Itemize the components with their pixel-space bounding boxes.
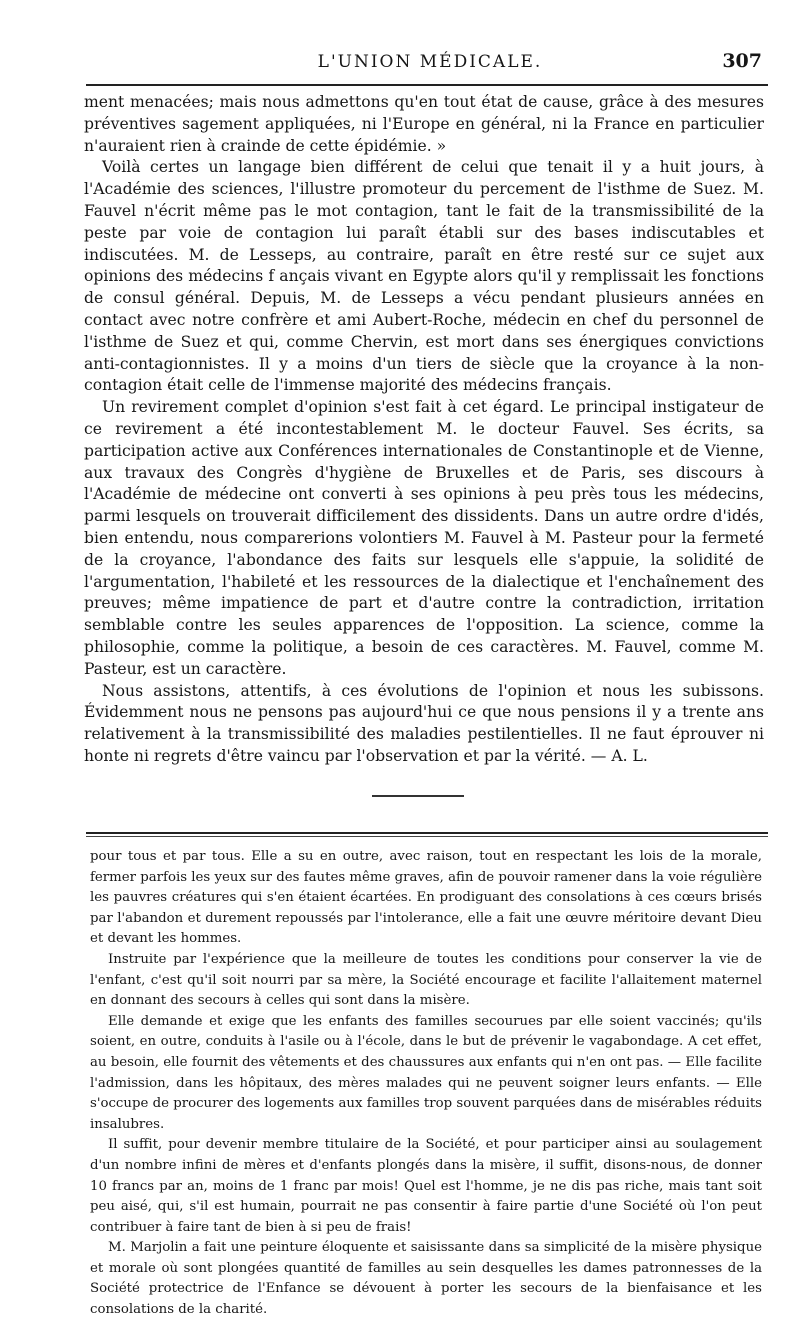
page-number: 307 (722, 50, 762, 72)
feuilleton-rule (86, 832, 768, 834)
feuilleton-paragraph: Il suffit, pour devenir membre titulaire de la Société, et pour participer ainsi au soulagement d'un nombre infini de mères et d'enfants plongés dans la misère, il suffit, disons-nous, de donner 10 francs par an, moins de 1 franc par mois! Quel est l'homme, je ne dis pas riche, mais tant soit peu aisé, qui, s'il est humain, pourrait ne pas consentir à faire partie d'une Société où l'on peut contribuer à faire tant de bien à si peu de frais! (90, 1137, 762, 1235)
main-paragraph: Nous assistons, attentifs, à ces évolutions de l'opinion et nous les subissons. Évidemment nous ne pensons pas aujourd'hui ce que nous pensions il y a trente ans relativement à la transmissibilité des maladies pestilentielles. Il ne faut éprouver ni honte ni regrets d'être vaincu par l'observation et par la vérité. — A. L. (84, 681, 764, 765)
feuilleton-paragraph: Instruite par l'expérience que la meilleure de toutes les conditions pour conserver la vie de l'enfant, c'est qu'il soit nourri par sa mère, la Société encourage et facilite l'allaitement maternel en donnant des secours à celles qui sont dans la misère. (90, 951, 762, 1009)
main-paragraph: Un revirement complet d'opinion s'est fait à cet égard. Le principal instigateur de ce revirement a été incontestablement M. le docteur Fauvel. Ses écrits, sa participation active aux Conférences internationales de Constantinople et de Vienne, aux travaux des Congrès d'hygiène de Bruxelles et de Paris, ses discours à l'Académie de médecine ont converti à ses opinions à peu près tous les médecins, parmi lesquels on trouverait difficilement des dissidents. Dans un autre ordre d'idés, bien entendu, nous comparerions volontiers M. Fauvel à M. Pasteur pour la fermeté de la croyance, l'abondance des faits sur lesquels elle s'appuie, la solidité de l'argumentation, l'habileté et les ressources de la dialectique et l'enchaînement des preuves; même impatience de part et d'autre contre la contradiction, irritation semblable contre les seules apparences de l'opposition. La science, comme la philosophie, comme la politique, a besoin de ces caractères. M. Fauvel, comme M. Pasteur, est un caractère. (84, 398, 764, 678)
page-header (90, 46, 770, 80)
main-paragraph: ment menacées; mais nous admettons qu'en tout état de cause, grâce à des mesures préventives sagement appliquées, ni l'Europe en général, ni la France en particulier n'auraient rien à crainde de cette épidémie. » (84, 93, 764, 155)
feuilleton-text (90, 847, 762, 1321)
running-title: L'UNION MÉDICALE. (317, 52, 543, 72)
feuilleton-paragraph: Elle demande et exige que les enfants des familles secourues par elle soient vaccinés; qu'ils soient, en outre, conduits à l'asile ou à l'école, dans le but de prévenir le vagabondage. A cet effet, au besoin, elle fournit des vêtements et des chaussures aux enfants qui n'en ont pas. — Elle facilite l'admission, dans les hôpitaux, des mères malades qui ne peuvent soigner leurs enfants. — Elle s'occupe de procurer des logements aux familles trop souvent parquées dans de misérables réduits insalubres. (90, 1013, 762, 1132)
main-text (84, 92, 764, 768)
feuilleton-paragraph: pour tous et par tous. Elle a su en outre, avec raison, tout en respectant les lois de la morale, fermer parfois les yeux sur des fautes même graves, afin de pouvoir ramener dans la voie régulière les pauvres créatures qui s'en étaient écartées. En prodiguant des consolations à ces cœurs brisés par l'abandon et durement repoussés par l'intolerance, elle a fait une œuvre méritoire devant Dieu et devant les hommes. (90, 849, 762, 947)
feuilleton-rule-thin (86, 836, 768, 837)
header-rule (86, 84, 768, 86)
section-end-rule (372, 795, 464, 797)
feuilleton-paragraph: M. Marjolin a fait une peinture éloquente et saisissante dans sa simplicité de la misère physique et morale où sont plongées quantité de familles au sein desquelles les dames patronnesses de la Société protectrice de l'Enfance se dévouent à porter les secours de la bienfaisance et les consolations de la charité. (90, 1240, 762, 1318)
main-paragraph: Voilà certes un langage bien différent de celui que tenait il y a huit jours, à l'Académie des sciences, l'illustre promoteur du percement de l'isthme de Suez. M. Fauvel n'écrit même pas le mot contagion, tant le fait de la transmissibilité de la peste par voie de contagion lui paraît établi sur des bases indiscutables et indiscutées. M. de Lesseps, au contraire, paraît en être resté sur ce sujet aux opinions des médecins f ançais vivant en Egypte alors qu'il y remplissait les fonctions de consul général. Depuis, M. de Lesseps a vécu pendant plusieurs années en contact avec notre confrère et ami Aubert-Roche, médecin en chef du personnel de l'isthme de Suez et qui, comme Chervin, est mort dans ses énergiques convictions anti-contagionnistes. Il y a moins d'un tiers de siècle que la croyance à la non-contagion était celle de l'immense majorité des médecins français. (84, 158, 764, 395)
